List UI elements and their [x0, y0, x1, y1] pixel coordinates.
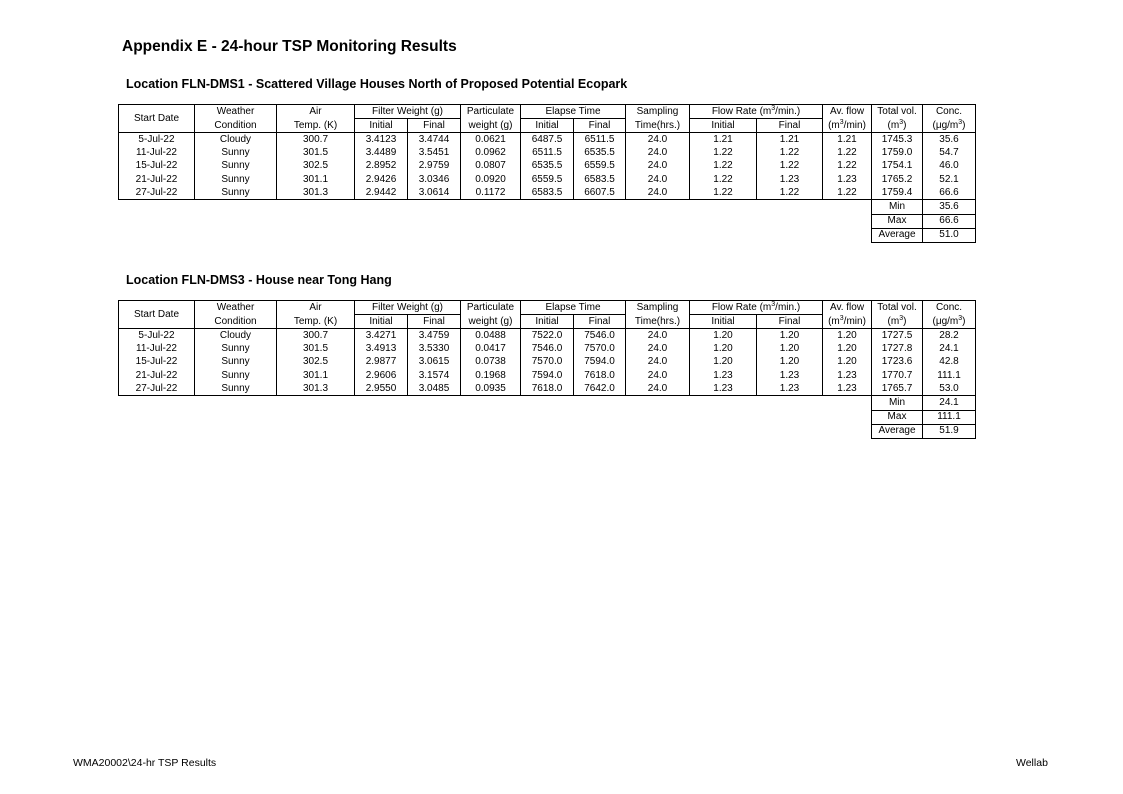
cell-filter-initial: 2.9550 — [355, 382, 408, 396]
cell-particulate-weight: 0.0807 — [461, 160, 521, 173]
summary-row-min — [119, 200, 976, 214]
cell-elapse-final: 6559.5 — [574, 160, 626, 173]
header-row — [119, 119, 976, 133]
cell-filter-final: 3.0485 — [408, 382, 461, 396]
header-conc-unit: $(\mu g/m^3)$ — [923, 119, 976, 133]
summary-spacer — [119, 396, 872, 410]
cell-conc: 42.8 — [923, 356, 976, 369]
header-sampling-unit: Time(hrs.) — [626, 315, 690, 329]
header-av-flow-unit: $(m^3/\min)$ — [823, 315, 872, 329]
cell-air-temp: 302.5 — [277, 160, 355, 173]
header-row — [119, 105, 976, 119]
header-filter-weight: Filter Weight (g) — [355, 105, 461, 119]
cell-av-flow: 1.21 — [823, 133, 872, 147]
cell-filter-initial: 2.9606 — [355, 369, 408, 382]
cell-total-vol: 1745.3 — [872, 133, 923, 147]
cell-flow-initial: 1.20 — [690, 343, 757, 356]
cell-sampling-time: 24.0 — [626, 343, 690, 356]
header-filter-initial: Initial — [355, 119, 408, 133]
table-row — [119, 382, 976, 396]
cell-av-flow: 1.23 — [823, 382, 872, 396]
cell-start-date: 15-Jul-22 — [119, 160, 195, 173]
cell-filter-initial: 2.9442 — [355, 186, 408, 200]
header-start-date: Start Date — [119, 105, 195, 133]
cell-start-date: 11-Jul-22 — [119, 343, 195, 356]
cell-filter-final: 3.0614 — [408, 186, 461, 200]
summary-spacer — [119, 228, 872, 242]
cell-av-flow: 1.20 — [823, 329, 872, 343]
header-weather-unit: Condition — [195, 315, 277, 329]
cell-sampling-time: 24.0 — [626, 186, 690, 200]
cell-total-vol: 1765.7 — [872, 382, 923, 396]
cell-elapse-initial: 6583.5 — [521, 186, 574, 200]
cell-particulate-weight: 0.0738 — [461, 356, 521, 369]
cell-conc: 53.0 — [923, 382, 976, 396]
cell-av-flow: 1.22 — [823, 160, 872, 173]
cell-conc: 111.1 — [923, 369, 976, 382]
cell-air-temp: 301.3 — [277, 186, 355, 200]
cell-filter-initial: 2.8952 — [355, 160, 408, 173]
section-2-location-title: Location FLN-DMS3 - House near Tong Hang — [126, 273, 392, 287]
header-sampling: Sampling — [626, 301, 690, 315]
cell-elapse-initial: 7618.0 — [521, 382, 574, 396]
cell-particulate-weight: 0.1172 — [461, 186, 521, 200]
cell-elapse-final: 7618.0 — [574, 369, 626, 382]
header-air-unit: Temp. (K) — [277, 119, 355, 133]
header-sampling: Sampling — [626, 105, 690, 119]
cell-elapse-initial: 6511.5 — [521, 147, 574, 160]
table-row — [119, 343, 976, 356]
cell-filter-initial: 3.4123 — [355, 133, 408, 147]
header-particulate: Particulate — [461, 301, 521, 315]
cell-av-flow: 1.23 — [823, 173, 872, 186]
cell-weather: Sunny — [195, 343, 277, 356]
cell-flow-final: 1.23 — [757, 369, 823, 382]
summary-label-average: Average — [872, 228, 923, 242]
cell-conc: 54.7 — [923, 147, 976, 160]
summary-spacer — [119, 410, 872, 424]
header-elapse-initial: Initial — [521, 119, 574, 133]
cell-sampling-time: 24.0 — [626, 329, 690, 343]
header-row — [119, 301, 976, 315]
footer-company-name: Wellab — [1016, 757, 1048, 769]
cell-elapse-initial: 7546.0 — [521, 343, 574, 356]
table-row — [119, 173, 976, 186]
summary-label-average: Average — [872, 424, 923, 438]
cell-air-temp: 301.5 — [277, 147, 355, 160]
header-flow-final: Final — [757, 315, 823, 329]
summary-value-average: 51.0 — [923, 228, 976, 242]
cell-weather: Cloudy — [195, 133, 277, 147]
cell-filter-initial: 3.4271 — [355, 329, 408, 343]
cell-conc: 52.1 — [923, 173, 976, 186]
cell-av-flow: 1.20 — [823, 343, 872, 356]
cell-weather: Sunny — [195, 147, 277, 160]
header-elapse-initial: Initial — [521, 315, 574, 329]
cell-total-vol: 1759.4 — [872, 186, 923, 200]
cell-sampling-time: 24.0 — [626, 160, 690, 173]
section-1-results-table — [118, 104, 976, 243]
cell-elapse-final: 6535.5 — [574, 147, 626, 160]
cell-sampling-time: 24.0 — [626, 147, 690, 160]
cell-start-date: 27-Jul-22 — [119, 186, 195, 200]
header-flow-final: Final — [757, 119, 823, 133]
cell-particulate-weight: 0.1968 — [461, 369, 521, 382]
header-total-vol-unit: $(m^3)$ — [872, 119, 923, 133]
header-elapse-final: Final — [574, 315, 626, 329]
cell-sampling-time: 24.0 — [626, 173, 690, 186]
summary-spacer — [119, 200, 872, 214]
cell-air-temp: 302.5 — [277, 356, 355, 369]
cell-elapse-initial: 6559.5 — [521, 173, 574, 186]
header-particulate: Particulate — [461, 105, 521, 119]
cell-particulate-weight: 0.0488 — [461, 329, 521, 343]
section-2-results-table — [118, 300, 976, 439]
cell-weather: Sunny — [195, 186, 277, 200]
cell-elapse-final: 6511.5 — [574, 133, 626, 147]
cell-filter-final: 3.0346 — [408, 173, 461, 186]
cell-elapse-final: 6583.5 — [574, 173, 626, 186]
cell-particulate-weight: 0.0621 — [461, 133, 521, 147]
cell-weather: Sunny — [195, 369, 277, 382]
header-flow-rate: Flow Rate $(m^3/\min.)$ — [690, 301, 823, 315]
summary-row-max — [119, 410, 976, 424]
cell-start-date: 21-Jul-22 — [119, 369, 195, 382]
cell-air-temp: 301.5 — [277, 343, 355, 356]
header-weather: Weather — [195, 301, 277, 315]
cell-sampling-time: 24.0 — [626, 382, 690, 396]
cell-elapse-final: 7546.0 — [574, 329, 626, 343]
cell-flow-initial: 1.22 — [690, 160, 757, 173]
summary-row-average — [119, 228, 976, 242]
summary-spacer — [119, 424, 872, 438]
table-row — [119, 133, 976, 147]
header-row — [119, 315, 976, 329]
cell-av-flow: 1.23 — [823, 369, 872, 382]
cell-air-temp: 301.1 — [277, 173, 355, 186]
summary-value-min: 24.1 — [923, 396, 976, 410]
header-elapse-time: Elapse Time — [521, 105, 626, 119]
cell-elapse-final: 7570.0 — [574, 343, 626, 356]
header-conc: Conc. — [923, 301, 976, 315]
cell-total-vol: 1759.0 — [872, 147, 923, 160]
cell-conc: 35.6 — [923, 133, 976, 147]
cell-weather: Sunny — [195, 160, 277, 173]
cell-conc: 46.0 — [923, 160, 976, 173]
header-filter-final: Final — [408, 315, 461, 329]
cell-elapse-initial: 6535.5 — [521, 160, 574, 173]
cell-particulate-weight: 0.0417 — [461, 343, 521, 356]
cell-filter-final: 3.0615 — [408, 356, 461, 369]
cell-flow-initial: 1.22 — [690, 147, 757, 160]
table-row — [119, 160, 976, 173]
cell-av-flow: 1.22 — [823, 186, 872, 200]
cell-flow-final: 1.22 — [757, 186, 823, 200]
table-row — [119, 329, 976, 343]
cell-elapse-initial: 6487.5 — [521, 133, 574, 147]
header-weather-unit: Condition — [195, 119, 277, 133]
cell-weather: Cloudy — [195, 329, 277, 343]
cell-elapse-final: 6607.5 — [574, 186, 626, 200]
cell-elapse-initial: 7594.0 — [521, 369, 574, 382]
header-av-flow: Av. flow — [823, 301, 872, 315]
summary-value-max: 66.6 — [923, 214, 976, 228]
cell-filter-initial: 3.4489 — [355, 147, 408, 160]
cell-filter-initial: 2.9877 — [355, 356, 408, 369]
header-av-flow: Av. flow — [823, 105, 872, 119]
header-total-vol-unit: $(m^3)$ — [872, 315, 923, 329]
header-filter-initial: Initial — [355, 315, 408, 329]
cell-conc: 24.1 — [923, 343, 976, 356]
cell-filter-final: 2.9759 — [408, 160, 461, 173]
cell-weather: Sunny — [195, 382, 277, 396]
cell-start-date: 5-Jul-22 — [119, 133, 195, 147]
summary-value-min: 35.6 — [923, 200, 976, 214]
header-flow-rate: Flow Rate $(m^3/\min.)$ — [690, 105, 823, 119]
header-elapse-time: Elapse Time — [521, 301, 626, 315]
footer-file-reference: WMA20002\24-hr TSP Results — [73, 757, 217, 769]
cell-flow-final: 1.20 — [757, 343, 823, 356]
summary-spacer — [119, 214, 872, 228]
cell-flow-initial: 1.20 — [690, 329, 757, 343]
cell-elapse-final: 7594.0 — [574, 356, 626, 369]
cell-particulate-weight: 0.0920 — [461, 173, 521, 186]
header-air: Air — [277, 105, 355, 119]
table-row — [119, 147, 976, 160]
page-title: Appendix E - 24-hour TSP Monitoring Results — [122, 38, 457, 55]
cell-filter-final: 3.4744 — [408, 133, 461, 147]
cell-elapse-initial: 7570.0 — [521, 356, 574, 369]
cell-total-vol: 1723.6 — [872, 356, 923, 369]
table-row — [119, 356, 976, 369]
header-weather: Weather — [195, 105, 277, 119]
header-air: Air — [277, 301, 355, 315]
summary-value-average: 51.9 — [923, 424, 976, 438]
cell-sampling-time: 24.0 — [626, 356, 690, 369]
cell-flow-final: 1.20 — [757, 329, 823, 343]
cell-total-vol: 1754.1 — [872, 160, 923, 173]
header-total-vol: Total vol. — [872, 105, 923, 119]
cell-start-date: 27-Jul-22 — [119, 382, 195, 396]
summary-label-min: Min — [872, 200, 923, 214]
header-air-unit: Temp. (K) — [277, 315, 355, 329]
cell-filter-final: 3.5330 — [408, 343, 461, 356]
cell-start-date: 5-Jul-22 — [119, 329, 195, 343]
table-row — [119, 369, 976, 382]
cell-flow-initial: 1.22 — [690, 173, 757, 186]
header-elapse-final: Final — [574, 119, 626, 133]
cell-air-temp: 300.7 — [277, 329, 355, 343]
cell-conc: 66.6 — [923, 186, 976, 200]
cell-elapse-initial: 7522.0 — [521, 329, 574, 343]
summary-row-min — [119, 396, 976, 410]
cell-start-date: 15-Jul-22 — [119, 356, 195, 369]
header-flow-initial: Initial — [690, 119, 757, 133]
summary-row-average — [119, 424, 976, 438]
cell-av-flow: 1.20 — [823, 356, 872, 369]
summary-value-max: 111.1 — [923, 410, 976, 424]
cell-start-date: 11-Jul-22 — [119, 147, 195, 160]
cell-air-temp: 301.1 — [277, 369, 355, 382]
table-row — [119, 186, 976, 200]
cell-sampling-time: 24.0 — [626, 133, 690, 147]
cell-flow-initial: 1.23 — [690, 382, 757, 396]
cell-flow-final: 1.23 — [757, 173, 823, 186]
cell-filter-initial: 2.9426 — [355, 173, 408, 186]
summary-label-max: Max — [872, 214, 923, 228]
cell-filter-initial: 3.4913 — [355, 343, 408, 356]
cell-flow-final: 1.21 — [757, 133, 823, 147]
cell-flow-initial: 1.23 — [690, 369, 757, 382]
cell-flow-final: 1.22 — [757, 147, 823, 160]
cell-weather: Sunny — [195, 173, 277, 186]
header-av-flow-unit: $(m^3/\min)$ — [823, 119, 872, 133]
summary-label-max: Max — [872, 410, 923, 424]
header-flow-initial: Initial — [690, 315, 757, 329]
cell-filter-final: 3.1574 — [408, 369, 461, 382]
cell-conc: 28.2 — [923, 329, 976, 343]
cell-flow-final: 1.20 — [757, 356, 823, 369]
header-total-vol: Total vol. — [872, 301, 923, 315]
cell-air-temp: 300.7 — [277, 133, 355, 147]
header-particulate-unit: weight (g) — [461, 315, 521, 329]
cell-total-vol: 1727.5 — [872, 329, 923, 343]
cell-weather: Sunny — [195, 356, 277, 369]
cell-total-vol: 1727.8 — [872, 343, 923, 356]
cell-particulate-weight: 0.0962 — [461, 147, 521, 160]
summary-label-min: Min — [872, 396, 923, 410]
header-conc-unit: $(\mu g/m^3)$ — [923, 315, 976, 329]
cell-flow-final: 1.23 — [757, 382, 823, 396]
header-filter-weight: Filter Weight (g) — [355, 301, 461, 315]
header-filter-final: Final — [408, 119, 461, 133]
cell-particulate-weight: 0.0935 — [461, 382, 521, 396]
cell-av-flow: 1.22 — [823, 147, 872, 160]
cell-filter-final: 3.5451 — [408, 147, 461, 160]
cell-sampling-time: 24.0 — [626, 369, 690, 382]
header-start-date: Start Date — [119, 301, 195, 329]
cell-flow-initial: 1.22 — [690, 186, 757, 200]
cell-elapse-final: 7642.0 — [574, 382, 626, 396]
header-particulate-unit: weight (g) — [461, 119, 521, 133]
summary-row-max — [119, 214, 976, 228]
cell-flow-final: 1.22 — [757, 160, 823, 173]
cell-flow-initial: 1.20 — [690, 356, 757, 369]
header-sampling-unit: Time(hrs.) — [626, 119, 690, 133]
cell-air-temp: 301.3 — [277, 382, 355, 396]
cell-flow-initial: 1.21 — [690, 133, 757, 147]
cell-start-date: 21-Jul-22 — [119, 173, 195, 186]
section-1-location-title: Location FLN-DMS1 - Scattered Village Houses North of Proposed Potential Ecopark — [126, 77, 628, 91]
cell-total-vol: 1765.2 — [872, 173, 923, 186]
header-conc: Conc. — [923, 105, 976, 119]
cell-total-vol: 1770.7 — [872, 369, 923, 382]
cell-filter-final: 3.4759 — [408, 329, 461, 343]
